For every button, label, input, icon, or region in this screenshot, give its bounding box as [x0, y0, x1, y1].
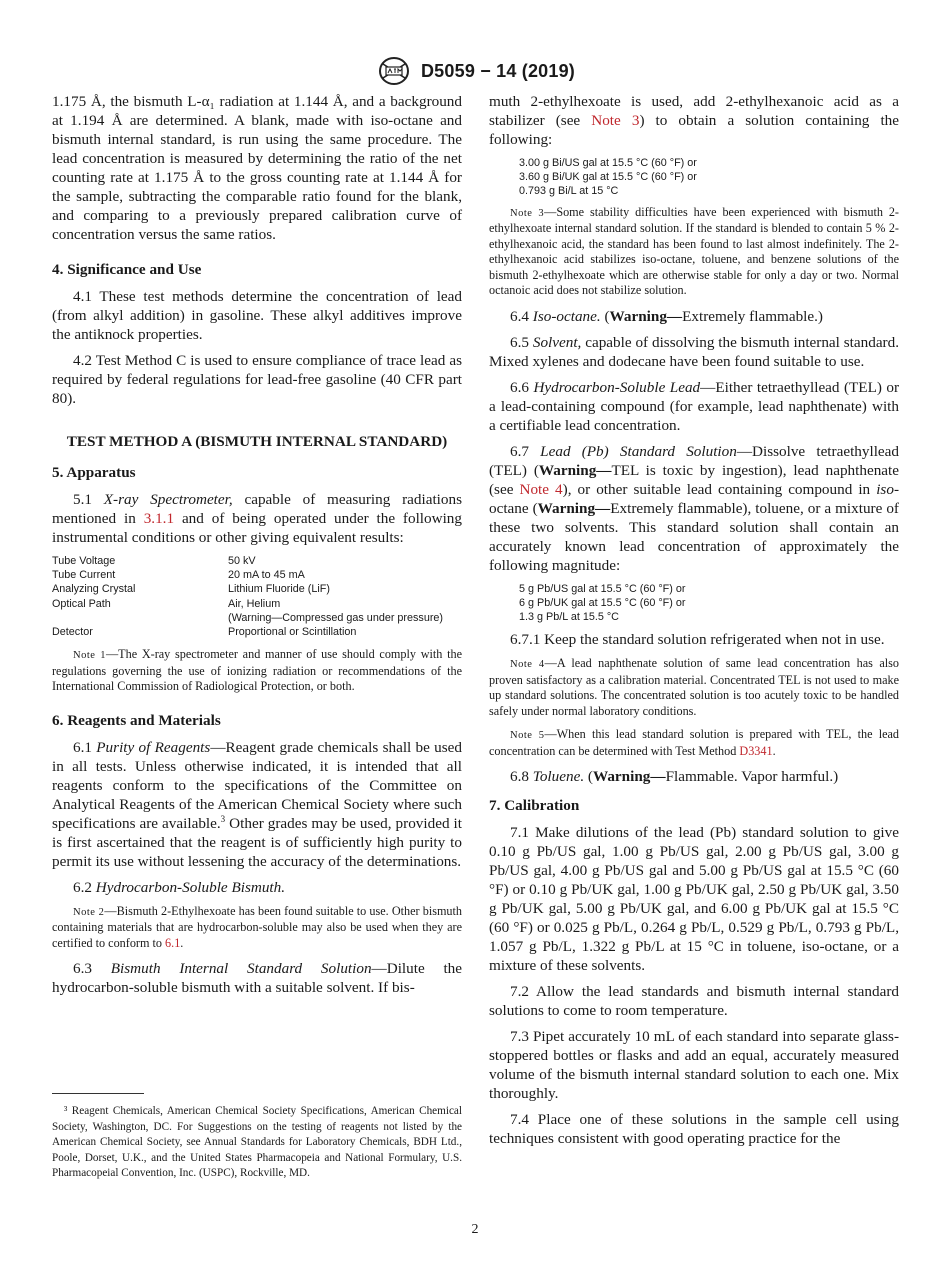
- document-id: D5059 − 14 (2019): [420, 60, 575, 81]
- paragraph-6-7: 6.7 Lead (Pb) Standard Solution—Dissolve tetraethyllead (TEL) (Warning—TEL is toxic by ingestion), lead naphthenate (see Note 4), or other suitable lead containing compound in iso-octane (Warning—Extremely flammable), toluene, or a mixture of these two solvents. This standard solution shall contain an accurately known lead concentration of approximately the following magnitude:: [489, 442, 899, 574]
- note-3: Note 3—Some stability difficulties have been experienced with bismuth 2-ethylhexoate internal standard solution. If the standard is blended to contain 5 % 2-ethylhexanoic acid, the standard has been found to last almost indefinitely. The 2-ethylhexanoic acid stabilizes iso-octane, toluene, and benzene solutions of the bismuth 2-ethylhexoate which are otherwise stable for only a day or two. Normal octanoic acid does not stabilize solution.: [489, 204, 899, 298]
- paragraph-4-1: 4.1 These test methods determine the concentration of lead (from alkyl addition) in gasoline. These alkyl additives improve the antiknock properties.: [52, 288, 462, 343]
- bismuth-concentration-list: 3.00 g Bi/US gal at 15.5 °C (60 °F) or 3.60 g Bi/UK gal at 15.5 °C (60 °F) or 0.793 g Bi/L at 15 °C: [519, 157, 697, 198]
- paragraph-6-6: 6.6 Hydrocarbon-Soluble Lead—Either tetraethyllead (TEL) or a lead-containing compound (for example, lead naphthenate) with a certifiable lead concentration.: [489, 378, 899, 434]
- paragraph-6-7-1: 6.7.1 Keep the standard solution refrigerated when not in use.: [510, 631, 885, 649]
- link-d3341[interactable]: D3341: [739, 743, 773, 758]
- paragraph-6-2: 6.2 Hydrocarbon-Soluble Bismuth.: [73, 878, 286, 896]
- paragraph-6-5: 6.5 Solvent, capable of dissolving the bismuth internal standard. Mixed xylenes and dodecane have been found suitable to use.: [489, 333, 900, 370]
- table-row: Tube Voltage 50 kV: [52, 555, 256, 567]
- paragraph-7-1: 7.1 Make dilutions of the lead (Pb) standard solution to give 0.10 g Pb/US gal, 1.00 g Pb/US gal, 2.00 g Pb/US gal, 3.00 g Pb/US gal, 4.00 g Pb/US gal and 5.00 g Pb/US gal at 15.5 °C (60 °F) or 0.10 g Pb/UK gal, 1.00 g Pb/UK gal, 2.50 g Pb/UK gal, 3.50 g Pb/UK gal, 5.00 g Pb/UK gal, and 6.00 g Pb/UK gal at 15.5 °C (60 °F) or 0.025 g Pb/L, 0.264 g Pb/L, 0.529 g Pb/L, 0.793 g Pb/L, 1.057 g Pb/L, 1.322 g Pb/L at 15 °C in toluene, iso-octane, or a mixture of these solvents.: [489, 824, 899, 975]
- link-note-3[interactable]: Note 3: [591, 112, 640, 129]
- paragraph-6-8: 6.8 Toluene. (Warning—Flammable. Vapor harmful.): [510, 768, 839, 786]
- note-1: Note 1—The X-ray spectrometer and manner of use should comply with the regulations governing the use of ionizing radiation or recommendations of the International Commission of Radiological Protection, or both.: [52, 647, 462, 694]
- link-6-1[interactable]: 6.1: [165, 935, 181, 950]
- link-3-1-1[interactable]: 3.1.1: [143, 510, 175, 527]
- right-column: [489, 92, 899, 1155]
- paragraph-6-4: 6.4 Iso-octane. (Warning—Extremely flammable.): [510, 307, 823, 325]
- method-a-heading: TEST METHOD A (BISMUTH INTERNAL STANDARD): [66, 433, 448, 450]
- paragraph-6-3: 6.3 Bismuth Internal Standard Solution—Dilute the hydrocarbon-soluble bismuth with a suitable solvent. If bis-: [52, 960, 463, 997]
- paragraph-7-2: 7.2 Allow the lead standards and bismuth internal standard solutions to come to room temperature.: [489, 983, 899, 1020]
- paragraph-7-3: 7.3 Pipet accurately 10 mL of each standard into separate glass-stoppered bottles or flasks and add an equal, accurately measured volume of the bismuth internal standard solution to each one. Mix thoroughly.: [489, 1028, 899, 1103]
- footnote-3: ³ Reagent Chemicals, American Chemical Society Specifications, American Chemical Society, Washington, DC. For Suggestions on the testing of reagents not listed by the American Chemical Society, see Annual Standards for Laboratory Chemicals, BDH Ltd., Poole, Dorset, U.K., and the United States Pharmacopeia and National Formulary, U.S. Pharmacopeial Convention, Inc. (USPC), Rockville, MD.: [52, 1105, 462, 1179]
- page-number: 2: [471, 1222, 479, 1237]
- table-row: Detector Proportional or Scintillation: [52, 626, 357, 639]
- astm-logo-icon: [375, 56, 413, 86]
- section-7-heading: 7. Calibration: [489, 797, 580, 815]
- table-row: Tube Current 20 mA to 45 mA: [52, 569, 305, 582]
- paragraph-5-1: 5.1 X-ray Spectrometer, capable of measuring radiations mentioned in 3.1.1 and of being operated under the following instrumental conditions or other giving equivalent results:: [52, 491, 462, 546]
- section-6-heading: 6. Reagents and Materials: [52, 711, 221, 729]
- footnote-divider: [52, 1093, 144, 1094]
- note-2: Note 2—Bismuth 2-Ethylhexoate has been found suitable to use. Other bismuth containing materials that are hydrocarbon-soluble may also be used when they are certified to conform to 6.1.: [52, 903, 462, 950]
- paragraph-7-4: 7.4 Place one of these solutions in the sample cell using techniques consistent with good operating practice for the: [489, 1111, 899, 1148]
- link-note-4[interactable]: Note 4: [519, 480, 563, 498]
- paragraph-6-1: 6.1 Purity of Reagents—Reagent grade chemicals shall be used in all tests. Unless otherwise indicated, it is intended that all reagents conform to the specifications of the Committee on Analytical Reagents of the American Chemical Society where such specifications are available.$^3$ Other grades may be used, provided it is first ascertained that the reagent is of sufficiently high purity to permit its use without lessening the accuracy of the determinations.: [52, 738, 463, 870]
- note-4: Note 4—A lead naphthenate solution of same lead concentration has also proven satisfactory as a calibration material. Concentrated TEL is not used to make up standard solutions. The concentrated solution is too acutely toxic to be handled safely under normal laboratory conditions.: [489, 656, 899, 718]
- table-row: Analyzing Crystal Lithium Fluoride (LiF): [52, 583, 331, 596]
- instrument-conditions-table: [52, 554, 443, 639]
- table-row: (Warning—Compressed gas under pressure): [228, 611, 444, 624]
- intro-paragraph: 1.175 Å, the bismuth L-α₁ radiation at 1.144 Å, and a background at 1.194 Å are determined. A blank, made with iso-octane and bismuth internal standard, is run using the same procedure. The lead concentration is measured by determining the ratio of the net counting rate at 1.175 Å to the gross counting rate at 1.144 Å for the sample, subtracting the comparable ratio found for the blank, and comparing to a previously prepared calibration curve of concentration versus the same ratios.: [52, 93, 462, 243]
- section-5-heading: 5. Apparatus: [52, 464, 136, 481]
- left-column: [52, 92, 462, 1004]
- page-header: [0, 56, 950, 86]
- section-4-heading: 4. Significance and Use: [52, 261, 202, 278]
- table-row: Optical Path Air, Helium: [52, 597, 281, 610]
- paragraph-6-3-continued: muth 2-ethylhexoate is used, add 2-ethylhexanoic acid as a stabilizer (see Note 3) to obtain a solution containing the following:: [489, 93, 899, 148]
- note-5: Note 5—When this lead standard solution is prepared with TEL, the lead concentration can be determined with Test Method D3341.: [489, 727, 899, 758]
- lead-concentration-list: 5 g Pb/US gal at 15.5 °C (60 °F) or 6 g Pb/UK gal at 15.5 °C (60 °F) or 1.3 g Pb/L at 15.5 °C: [519, 582, 686, 624]
- paragraph-4-2: 4.2 Test Method C is used to ensure compliance of trace lead as required by federal regulations for lead-free gasoline (40 CFR part 80).: [52, 352, 462, 407]
